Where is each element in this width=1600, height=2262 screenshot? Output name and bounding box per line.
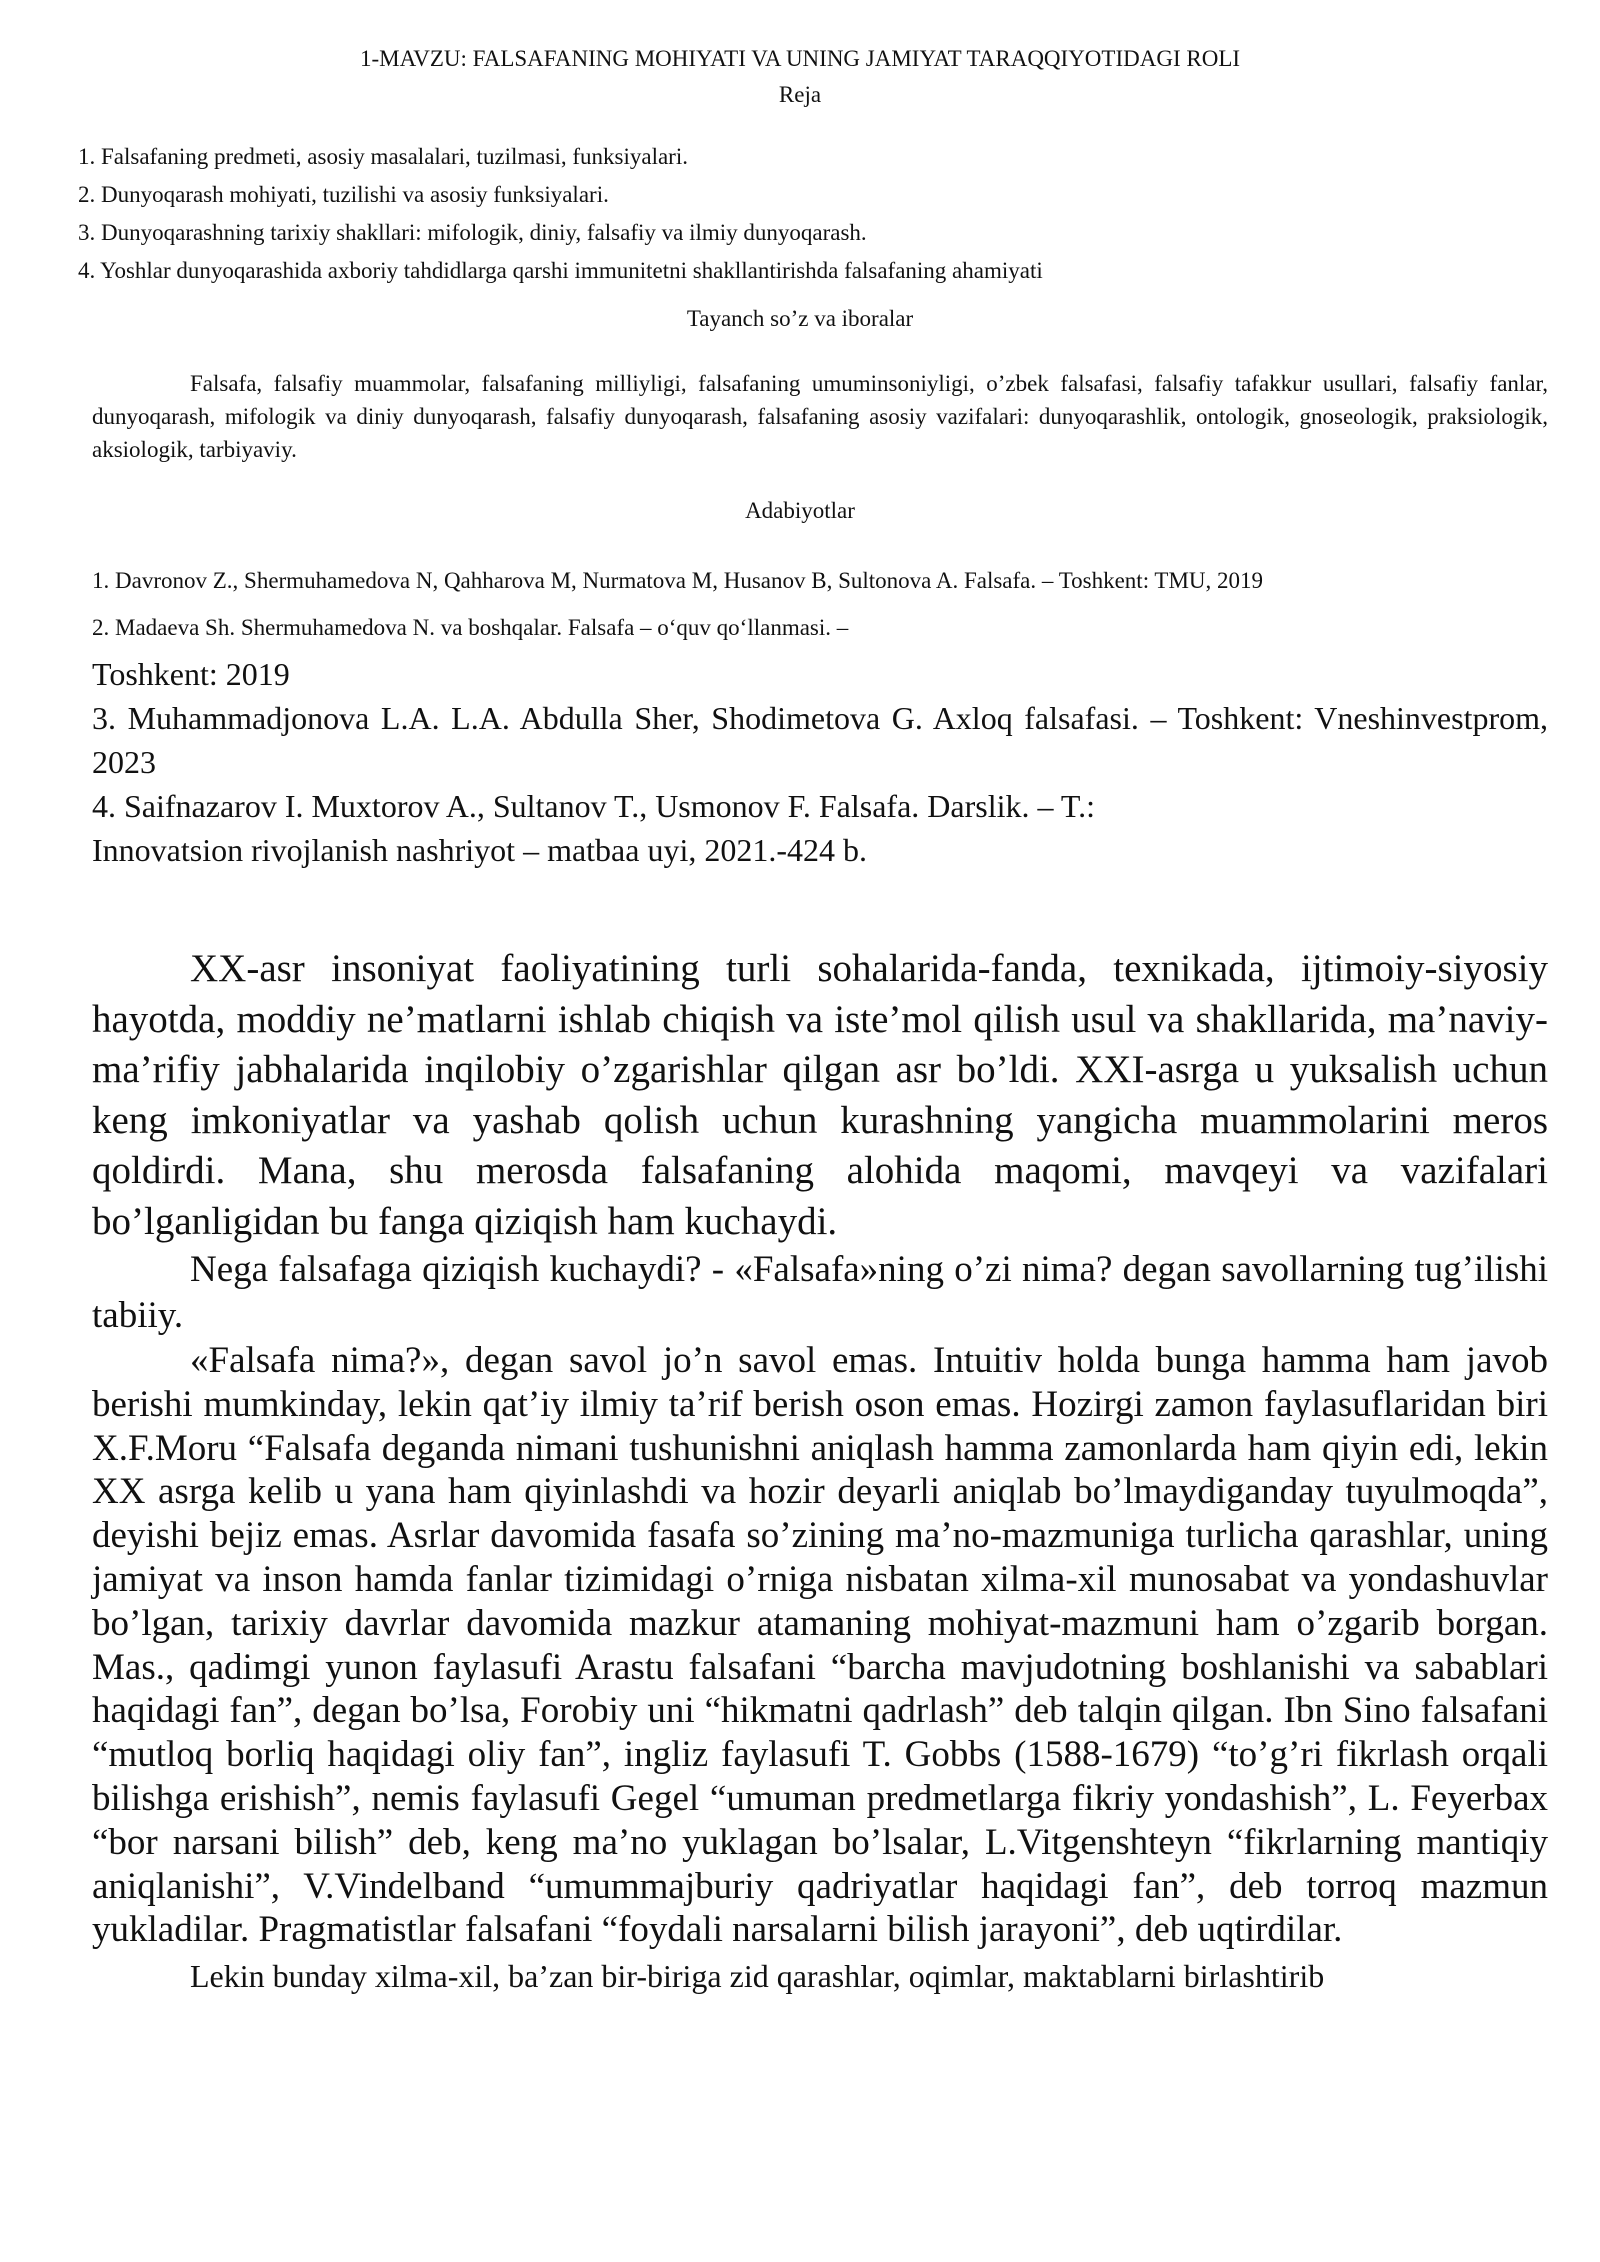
paragraph: Lekin bunday xilma-xil, ba’zan bir-biriga zid qarashlar, oqimlar, maktablarni birlashtirib [190,1958,1325,1995]
main-text [92,944,1548,1998]
reference-1: 1. Davronov Z., Shermuhamedova N, Qahharova M, Nurmatova M, Husanov B, Sultonova A. Falsafa. – Toshkent: TMU, 2019 [92,568,1264,593]
literature-list [92,558,1548,872]
plan-item: 3. Dunyoqarashning tarixiy shakllari: mifologik, diniy, falsafiy va ilmiy dunyoqarash. [78,220,867,245]
plan-item: 2. Dunyoqarash mohiyati, tuzilishi va asosiy funksiyalari. [78,182,609,207]
reference-2: 2. Madaeva Sh. Shermuhamedova N. va boshqalar. Falsafa – o‘quv qo‘llanmasi. – [92,615,849,640]
reference-3: 3. Muhammadjonova L.A. L.A. Abdulla Sher, Shodimetova G. Axloq falsafasi. – Toshkent: Vneshinvestprom, 2023 [92,700,1548,780]
reference-4-line2: Innovatsion rivojlanish nashriyot – matbaa uyi, 2021.-424 b. [92,832,867,868]
paragraph: XX-asr insoniyat faoliyatining turli sohalarida-fanda, texnikada, ijtimoiy-siyosiy hayotda, moddiy ne’matlarni ishlab chiqish va iste’mol qilish usul va shakllarida, ma’naviy-ma’rifiy jabhalarida inqilobiy o’zgarishlar qilgan asr bo’ldi. XXI-asrga u yuksalish uchun keng imkoniyatlar va yashab qolish uchun kurashning yangicha muammolarini meros qoldirdi. Mana, shu merosda falsafaning alohida maqomi, mavqeyi va vazifalari bo’lganligidan bu fanga qiziqish ham kuchaydi. [92,947,1548,1243]
page-title: 1-MAVZU: FALSAFANING MOHIYATI VA UNING JAMIYAT TARAQQIYOTIDAGI ROLI [359,46,1241,71]
literature-heading: Adabiyotlar [745,498,855,523]
plan-item: 4. Yoshlar dunyoqarashida axboriy tahdidlarga qarshi immunitetni shakllantirishda falsafaning ahamiyati [78,258,1043,283]
reference-2-continued: Toshkent: 2019 [92,656,290,692]
keywords-text: Falsafa, falsafiy muammolar, falsafaning milliyligi, falsafaning umuminsoniyligi, o’zbek falsafasi, falsafiy tafakkur usullari, falsafiy fanlar, dunyoqarash, mifologik va diniy dunyoqarash, falsafiy dunyoqarash, falsafaning asosiy vazifalari: dunyoqarashlik, ontologik, gnoseologik, praksiologik, aksiologik, tarbiyaviy. [92,371,1548,462]
reference-4-line1: 4. Saifnazarov I. Muxtorov A., Sultanov T., Usmonov F. Falsafa. Darslik. – T.: [92,788,1095,824]
keywords-heading: Tayanch so’z va iboralar [686,306,914,331]
plan-list [78,138,1558,290]
plan-item: 1. Falsafaning predmeti, asosiy masalalari, tuzilmasi, funksiyalari. [78,144,688,169]
paragraph: «Falsafa nima?», degan savol jo’n savol emas. Intuitiv holda bunga hamma ham javob berishi mumkinday, lekin qat’iy ilmiy ta’rif berish oson emas. Hozirgi zamon faylasuflaridan biri X.F.Moru “Falsafa deganda nimani tushunishni aniqlash hamma zamonlarda ham qiyin edi, lekin XX asrga kelib u yana ham qiyinlashdi va hozir deyarli aniqlab bo’lmaydiganday tuyulmoqda”, deyishi bejiz emas. Asrlar davomida fasafa so’zining ma’no-mazmuniga turlicha qarashlar, uning jamiyat va inson hamda fanlar tizimidagi o’rniga nisbatan xilma-xil munosabat va yondashuvlar bo’lgan, tarixiy davrlar davomida mazkur atamaning mohiyat-mazmuni ham o’zgarib borgan. Mas., qadimgi yunon faylasufi Arastu falsafani “barcha mavjudotning boshlanishi va sabablari haqidagi fan”, degan bo’lsa, Forobiy uni “hikmatni qadrlash” deb talqin qilgan. Ibn Sino falsafani “mutloq borliq haqidagi oliy fan”, ingliz faylasufi T. Gobbs (1588-1679) “to’g’ri fikrlash orqali bilishga erishish”, nemis faylasufi Gegel “umuman predmetlarga fikriy yondashish”, L. Feyerbax “bor narsani bilish” deb, keng ma’no yuklagan bo’lsalar, L.Vitgenshteyn “fikrlarning mantiqiy aniqlanishi”, V.Vindelband “umummajburiy qadriyatlar haqidagi fan”, deb torroq mazmun yukladilar. Pragmatistlar falsafani “foydali narsalarni bilish jarayoni”, deb uqtirdilar. [92,1340,1548,1951]
paragraph: Nega falsafaga qiziqish kuchaydi? - «Falsafa»ning o’zi nima? degan savollarning tug’ilishi tabiiy. [92,1249,1548,1336]
plan-heading: Reja [778,82,822,107]
